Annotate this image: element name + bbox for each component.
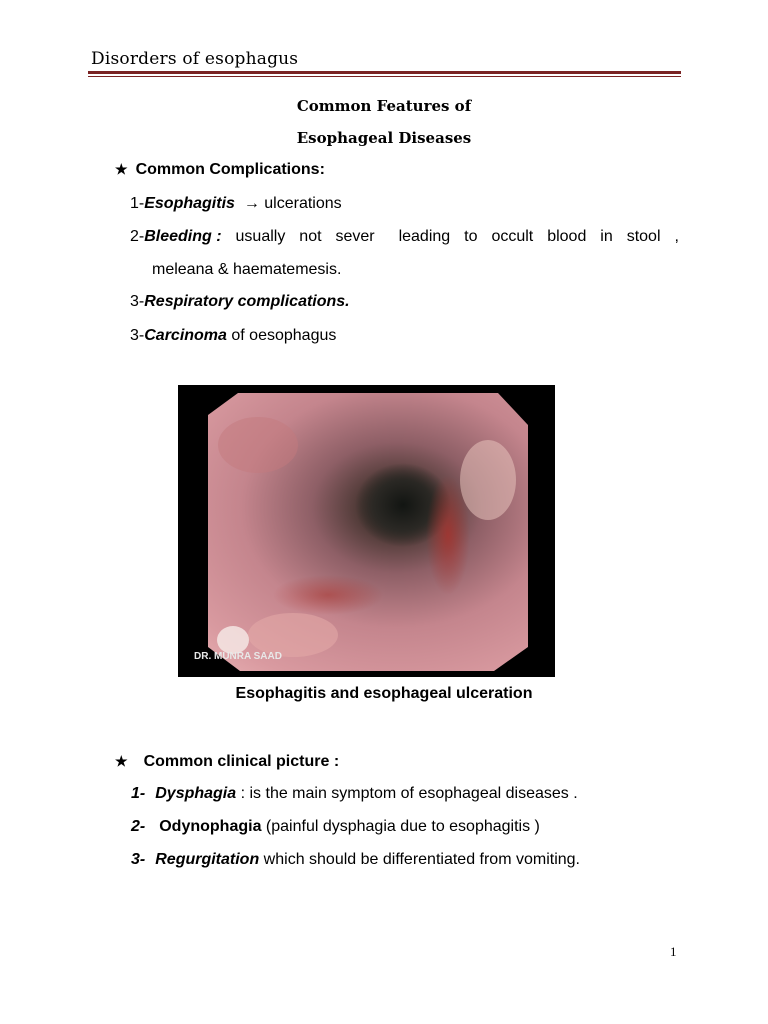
item-number: 1- bbox=[130, 195, 145, 212]
item-text: which should be differentiated from vomiting. bbox=[259, 851, 580, 868]
item-word: occult bbox=[491, 228, 534, 245]
page-number: 1 bbox=[670, 944, 677, 959]
item-number: 1- bbox=[131, 785, 146, 802]
complication-item-2 bbox=[130, 228, 679, 246]
item-word: not bbox=[299, 228, 322, 245]
item-word: blood bbox=[547, 228, 587, 245]
image-watermark: DR. MUNRA SAAD bbox=[194, 651, 282, 662]
item-word: usually bbox=[235, 228, 286, 245]
item-text: : is the main symptom of esophageal diseases . bbox=[236, 785, 578, 802]
item-term: Carcinoma bbox=[144, 327, 227, 344]
complication-item-2-continuation: meleana & haematemesis. bbox=[152, 261, 342, 278]
item-word: to bbox=[464, 228, 478, 245]
clinical-heading-text: Common clinical picture : bbox=[143, 753, 340, 770]
complications-heading bbox=[115, 161, 325, 179]
document-header-title: Disorders of esophagus bbox=[91, 49, 299, 69]
header-rule-thin bbox=[88, 76, 681, 77]
complication-item-4 bbox=[130, 327, 336, 345]
item-term: Esophagitis bbox=[144, 195, 235, 212]
figure-caption: Esophagitis and esophageal ulceration bbox=[235, 685, 533, 702]
item-lead bbox=[130, 228, 222, 246]
item-word: , bbox=[674, 228, 679, 245]
item-text: of oesophagus bbox=[226, 327, 337, 344]
endoscopy-image bbox=[178, 385, 555, 677]
item-word: sever bbox=[335, 228, 375, 245]
star-bullet-icon: ★ bbox=[115, 753, 128, 769]
endoscopy-illustration bbox=[178, 385, 555, 677]
item-term: Dysphagia bbox=[155, 785, 237, 802]
item-word: stool bbox=[626, 228, 661, 245]
page-title-line-2: Esophageal Diseases bbox=[296, 129, 472, 147]
item-word: leading bbox=[398, 228, 451, 245]
item-number: 2- bbox=[131, 818, 146, 835]
clinical-heading bbox=[115, 753, 339, 771]
item-text: → ulcerations bbox=[234, 195, 342, 212]
clinical-item-3 bbox=[131, 851, 580, 869]
page-title-line-1: Common Features of bbox=[296, 97, 472, 115]
item-term: Respiratory complications. bbox=[144, 293, 350, 310]
item-text: (painful dysphagia due to esophagitis ) bbox=[261, 818, 540, 835]
item-number: 3- bbox=[131, 851, 146, 868]
item-term: Regurgitation bbox=[155, 851, 260, 868]
item-word: in bbox=[600, 228, 613, 245]
complication-item-1 bbox=[130, 195, 342, 213]
complications-heading-text: Common Complications: bbox=[135, 161, 325, 178]
item-number: 3- bbox=[130, 293, 145, 310]
star-bullet-icon: ★ bbox=[115, 161, 128, 177]
header-rule-thick bbox=[88, 71, 681, 74]
clinical-item-1 bbox=[131, 785, 578, 803]
item-number: 3- bbox=[130, 327, 145, 344]
item-term: Bleeding : bbox=[144, 228, 222, 245]
complication-item-3 bbox=[130, 293, 350, 311]
item-term: Odynophagia bbox=[159, 818, 262, 835]
clinical-item-2 bbox=[131, 818, 540, 836]
item-number: 2- bbox=[130, 228, 145, 245]
